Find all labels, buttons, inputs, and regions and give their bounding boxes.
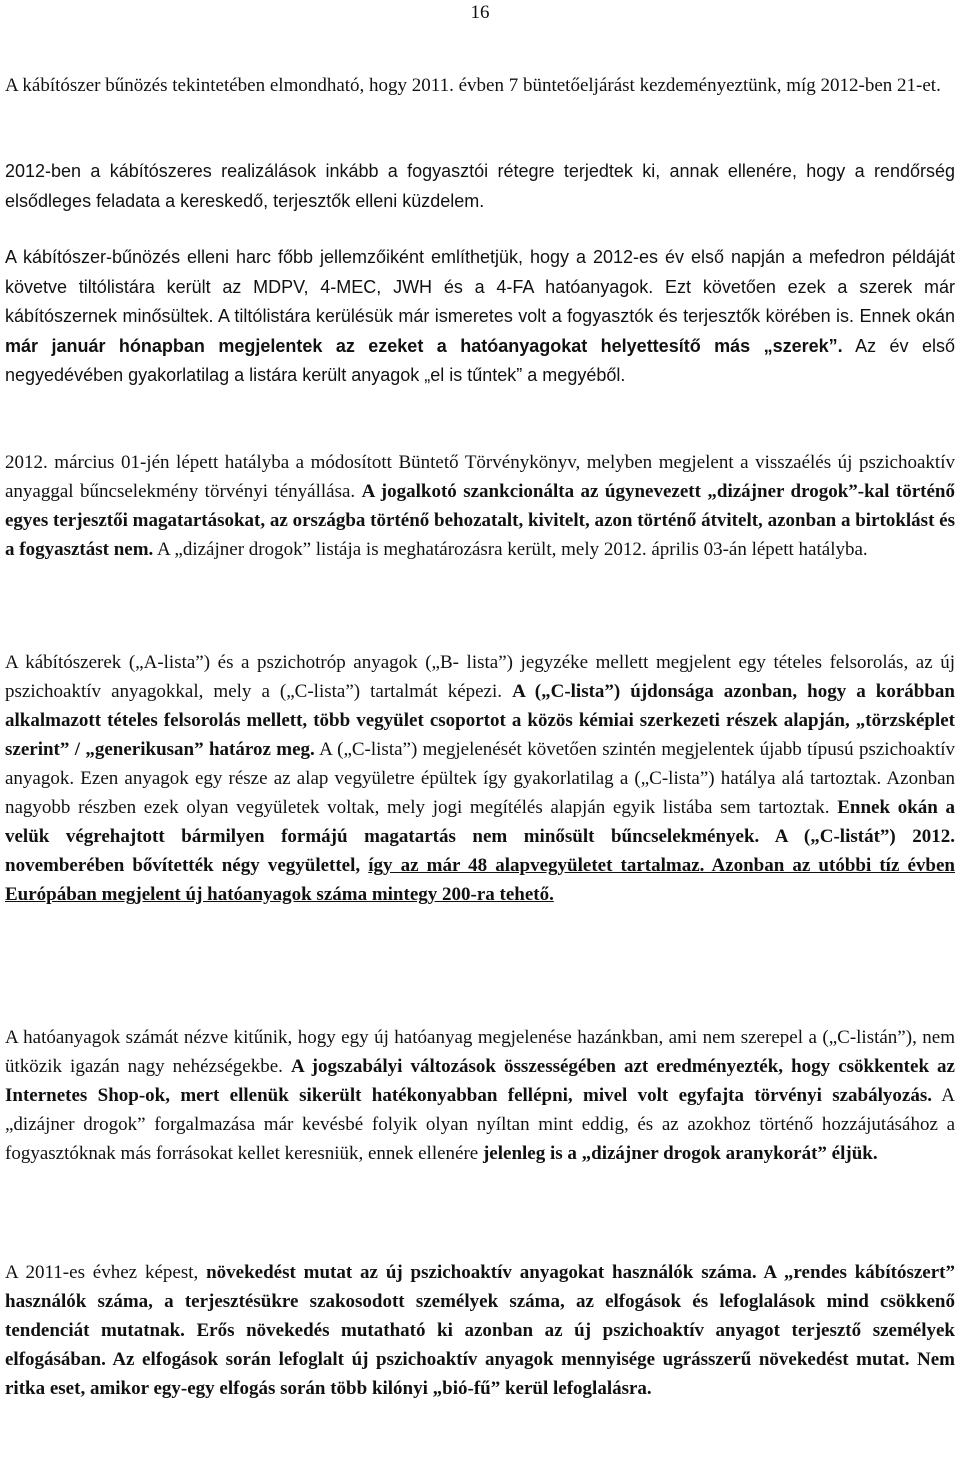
- text-run: jelenleg is a „dizájner drogok aranykorát” éljük.: [482, 1143, 878, 1164]
- text-run: növekedést mutat az új pszichoaktív anyagokat használók száma. A „rendes kábítószert” használók száma, a terjesztésükre szakosodott személyek száma, az elfogások és lefoglalások mind csökkenő tendenciát mutatnak. Erős növekedés mutatható ki azonban az új pszichoaktív anyagot terjesztő személyek elfogásában. Az elfogások során lefoglalt új pszichoaktív anyagok mennyisége ugrásszerű növekedést mutat. Nem ritka eset, amikor egy-egy elfogás során több kilónyi „bió-fű” kerül lefoglalásra.: [5, 1262, 956, 1399]
- paragraph: [5, 448, 955, 564]
- text-run: A („C-lista”) újdonsága azonban, hogy a korábban alkalmazott tételes felsorolás mellett, több vegyület csoportot a közös kémiai szerkezeti részek alapján, „törzsképlet szerint” / „generikusan” határoz meg.: [5, 681, 955, 760]
- paragraph: [5, 1258, 955, 1403]
- paragraph: [5, 157, 955, 216]
- text-run: A 2011-es évhez képest,: [5, 1262, 207, 1283]
- text-run: A kábítószerek („A-lista”) és a pszichotróp anyagok („B- lista”) jegyzéke mellett megjelent egy tételes felsorolás, az új pszichoaktív anyagokkal, mely a („C-lista”) tartalmát képezi.: [5, 652, 955, 702]
- text-run: így az már 48 alapvegyületet tartalmaz. Azonban az utóbbi tíz évben Európában megjelent új hatóanyagok száma mintegy 200-ra tehető.: [5, 855, 955, 905]
- text-run: A „dizájner drogok” forgalmazása már kevésbé folyik olyan nyíltan mint eddig, és az azokhoz történő hozzájutásához a fogyasztóknak más forrásokat kellet keresniük, ennek ellenére: [5, 1085, 955, 1164]
- text-run: Az év első negyedévében gyakorlatilag a listára került anyagok „el is tűntek” a megyéből.: [5, 335, 955, 385]
- paragraph: [5, 1023, 955, 1168]
- text-run: 2012-ben a kábítószeres realizálások inkább a fogyasztói rétegre terjedtek ki, annak ellenére, hogy a rendőrség elsődleges feladata a kereskedő, terjesztők elleni küzdelem.: [5, 161, 955, 211]
- text-run: már január hónapban megjelentek az ezeket a hatóanyagokat helyettesítő más „szerek”.: [5, 335, 843, 356]
- paragraph: [5, 648, 955, 909]
- text-run: A jogalkotó szankcionálta az úgynevezett „dizájner drogok”-kal történő egyes terjesztői magatartásokat, az országba történő behozatalt, kivitelt, azon történő átvitelt, azonban a birtoklást és a fogyasztást nem.: [5, 481, 956, 560]
- page-number: 16: [470, 2, 490, 23]
- text-run: A „dizájner drogok” listája is meghatározásra került, mely 2012. április 03-án lépett hatályba.: [153, 539, 868, 560]
- text-run: A („C-lista”) megjelenését követően szintén megjelentek újabb típusú pszichoaktív anyagok. Ezen anyagok egy része az alap vegyületre épültek így gyakorlatilag a („C-lista”) hatálya alá tartoztak. Azonban nagyobb részben ezek olyan vegyületek voltak, mely jogi megítélés alapján egyik listába sem tartoztak.: [5, 739, 955, 818]
- paragraph: [5, 243, 955, 391]
- text-run: A jogszabályi változások összességében azt eredményezték, hogy csökkentek az Internetes Shop-ok, mert ellenük sikerült hatékonyabban fellépni, mivel volt egyfajta törvényi szabályozás.: [5, 1056, 955, 1106]
- text-run: Ennek okán a velük végrehajtott bármilyen formájú magatartás nem minősült bűncselekmények. A („C-listát”) 2012. novemberében bővítették négy vegyülettel,: [5, 797, 955, 876]
- paragraph: [5, 71, 955, 100]
- text-run: A kábítószer-bűnözés elleni harc főbb jellemzőiként említhetjük, hogy a 2012-es év első napján a mefedron példáját követve tiltólistára került az MDPV, 4-MEC, JWH és a 4-FA hatóanyagok. Ezt követően ezek a szerek már kábítószernek minősültek. A tiltólistára kerülésük már ismeretes volt a fogyasztók és terjesztők körében is. Ennek okán: [5, 247, 955, 326]
- text-run: 2012. március 01-jén lépett hatályba a módosított Büntető Törvénykönyv, melyben megjelent a visszaélés új pszichoaktív anyaggal bűncselekmény törvényi tényállása.: [5, 452, 955, 502]
- text-run: A hatóanyagok számát nézve kitűnik, hogy egy új hatóanyag megjelenése hazánkban, ami nem szerepel a („C-listán”), nem ütközik igazán nagy nehézségekbe.: [5, 1027, 955, 1077]
- text-run: A kábítószer bűnözés tekintetében elmondható, hogy 2011. évben 7 büntetőeljárást kezdeményeztünk, míg 2012-ben 21-et.: [5, 75, 941, 96]
